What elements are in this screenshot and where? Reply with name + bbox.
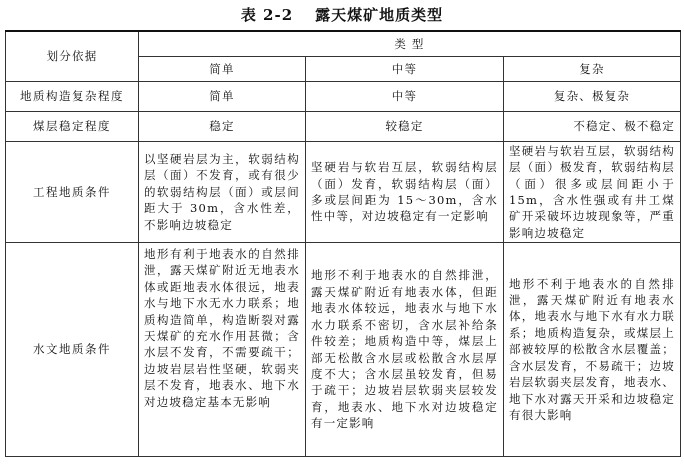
header-simple: 简单 [139,57,306,82]
cell-engineering-complex: 坚硬岩与软岩互层，软弱结构层（面）极发育，软弱结构层（面）很多或层间距小于 15m，含水性强或有井工煤矿开采破坏边坡现象等，严重影响边坡稳定 [504,142,681,243]
table-row [6,112,681,142]
header-basis: 划分依据 [6,31,139,82]
header-type-group: 类 型 [139,31,681,57]
table-caption [0,4,684,26]
table-header-row-1 [6,31,681,57]
row-label-structure: 地质构造复杂程度 [6,82,139,112]
table-row [6,82,681,112]
table-row [6,142,681,243]
cell-seam-medium: 较稳定 [306,112,504,142]
cell-hydro-simple: 地形有利于地表水的自然排泄，露天煤矿附近无地表水体或距地表水体很远，地表水与地下水无水力联系；地质构造简单，构造断裂对露天煤矿的充水作用甚微；含水层不发育，不需要疏干；边坡岩层岩性坚硬，软弱夹层不发育，地表水、地下水对边坡稳定基本无影响 [139,243,306,457]
cell-structure-complex: 复杂、极复杂 [504,82,681,112]
cell-seam-complex: 不稳定、极不稳定 [504,112,681,142]
row-label-hydro: 水文地质条件 [6,243,139,457]
geology-type-table [5,30,681,457]
table-row [6,243,681,457]
cell-hydro-medium: 地形不利于地表水的自然排泄，露天煤矿附近有地表水体，但距地表水体较远，地表水与地下水水力联系不密切，含水层补给条件较差；地质构造中等，煤层上部无松散含水层或松散含水层厚度不大；含水层虽较发育，但易于疏干；边坡岩层软弱夹层较发育，地表水、地下水对边坡稳定有一定影响 [306,243,504,457]
cell-seam-simple: 稳定 [139,112,306,142]
header-medium: 中等 [306,57,504,82]
cell-hydro-complex: 地形不利于地表水的自然排泄，露天煤矿附近有地表水体，地表水与地下水有水力联系；地质构造复杂，或煤层上部被较厚的松散含水层覆盖；含水层发育，不易疏干；边坡岩层软弱夹层发育，地表水、地下水对露天开采和边坡稳定有很大影响 [504,243,681,457]
cell-structure-medium: 中等 [306,82,504,112]
row-label-engineering: 工程地质条件 [6,142,139,243]
table-title: 露天煤矿地质类型 [315,6,444,24]
cell-engineering-simple: 以坚硬岩层为主，软弱结构层（面）不发育，或有很少的软弱结构层（面）或层间距大于 30m，含水性差，不影响边坡稳定 [139,142,306,243]
table-number: 表 2-2 [240,6,294,24]
cell-engineering-medium: 坚硬岩与软岩互层，软弱结构层（面）发育，软弱结构层（面）多或层间距为 15～30m，含水性中等，对边坡稳定有一定影响 [306,142,504,243]
cell-structure-simple: 简单 [139,82,306,112]
header-complex: 复杂 [504,57,681,82]
row-label-seam: 煤层稳定程度 [6,112,139,142]
